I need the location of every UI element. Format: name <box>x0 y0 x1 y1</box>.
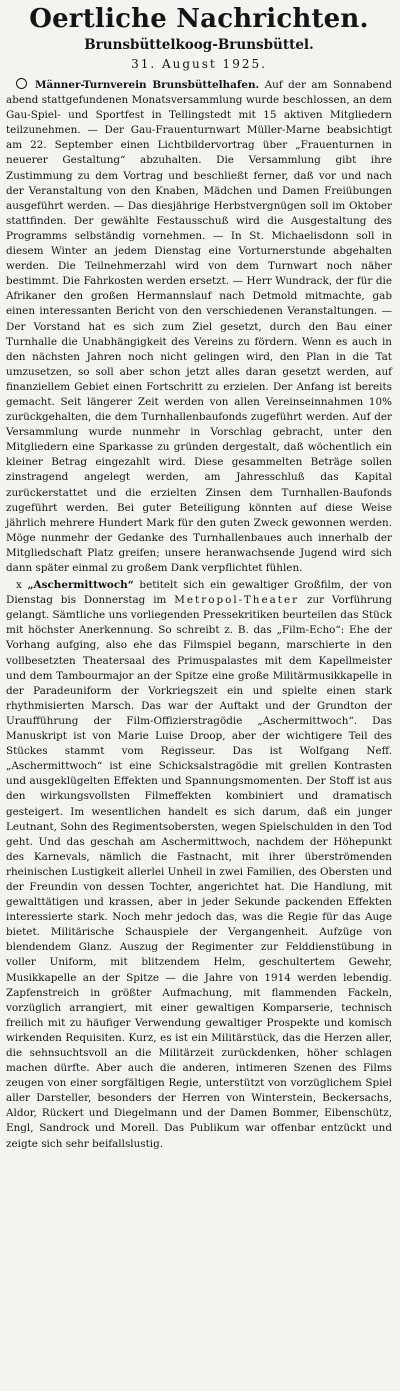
circle-marker-icon <box>16 78 27 89</box>
place-subheading: Brunsbüttelkoog-Brunsbüttel. <box>84 37 314 53</box>
article-marker: x <box>16 579 22 592</box>
venue-name: Metropol-Theater <box>174 594 300 607</box>
article-turnverein <box>6 78 392 576</box>
dateline: 31. August 1925. <box>131 57 267 71</box>
article-turnverein-body: Auf der am Sonnabend abend stattgefundenen Monatsversammlung wurde beschlossen, an dem Gau-Spiel- und Sportfest in Tellingstedt mit 15 aktiven Mitgliedern teilzunehmen. — Der Gau-Frauenturnwart Müller-Marne beabsichtigt am 22. September einen Lichtbildervortrag über „Frauenturnen in neuerer Gestaltung“ abzuhalten. Die Versammlung gibt ihre Zustimmung zu dem Vortrag und beschließt ferner, daß vor und nach der Veranstaltung von den Knaben, Mädchen und Damen Freiübungen ausgeführt werden. — Das diesjährige Herbstvergnügen soll im Oktober stattfinden. Der gewählte Festausschuß wird die Ausgestaltung des Programms selbständig vornehmen. — In St. Michaelisdonn soll in diesem Winter an jedem Dienstag eine Vorturnerstunde abgehalten werden. Die Teilnehmerzahl wird von dem Turnwart noch näher bestimmt. Die Fahrkosten werden ersetzt. — Herr Wundrack, der für die Afrikaner den großen Hermannslauf nach Detmold mitmachte, gab einen interessanten Bericht von den verschiedenen Veranstaltungen. — Der Vorstand hat es sich zum Ziel gesetzt, durch den Bau einer Turnhalle die Unabhängigkeit des Vereins zu fördern. Wenn es auch in den nächsten Jahren noch nicht gelingen wird, den Plan in die Tat umzusetzen, so soll aber schon jetzt alles daran gesetzt werden, auf finanziellem Gebiet einen Fortschritt zu erzielen. Der Anfang ist bereits gemacht. Seit längerer Zeit werden von allen Vereinseinnahmen 10% zurückgehalten, die dem Turnhallenbaufonds zugeführt werden. Auf der Versammlung wurde nunmehr in Vorschlag gebracht, unter den Mitgliedern eine Sparkasse zu gründen dergestalt, daß wöchentlich ein kleiner Betrag eingezahlt wird. Diese gesammelten Beträge sollen zinstragend angelegt werden, am Jahresschluß das Kapital zurückerstattet und die erzielten Zinsen dem Turnhallen-Baufonds zugeführt werden. Bei guter Beteiligung könnten auf diese Weise jährlich mehrere Hundert Mark für den guten Zweck gewonnen werden. Möge nunmehr der Gedanke des Turnhallenbaues auch innerhalb der Mitgliedschaft Platz greifen; unsere heranwachsende Jugend wird sich dann später einmal zu großem Dank verpflichtet fühlen. <box>6 79 392 574</box>
article-aschermittwoch-lead: betitelt sich ein gewaltiger Großfilm, der von Dienstag bis Donnerstag im <box>6 579 392 607</box>
article-aschermittwoch <box>6 578 392 1152</box>
article-aschermittwoch-body: zur Vorführung gelangt. Sämtliche uns vorliegenden Pressekritiken beurteilen das Stück mit höchster Anerkennung. So schreibt z. B. das „Film-Echo“: Ehe der Vorhang aufging, also ehe das Filmspiel begann, marschierte in den vollbesetzten Theatersaal des Primuspalastes mit dem Kapellmeister und dem Tambourmajor an der Spitze eine große Militärmusikkapelle in der Paradeuniform der Vorkriegszeit ein und spielte einen stark rhythmisierten Marsch. Das war der Auftakt und der Grundton der Uraufführung der Film-Offizierstragödie „Aschermittwoch“. Das Manuskript ist von Marie Luise Droop, aber der wichtigere Teil des Stückes stammt vom Regisseur. Das ist Wolfgang Neff. „Aschermittwoch“ ist eine Schicksalstragödie mit grellen Kontrasten und ausgeklügelten Effekten und Spannungsmomenten. Der Stoff ist aus den wirkungsvollsten Filmeffekten kombiniert und dramatisch gesteigert. Im wesentlichen handelt es sich darum, daß ein junger Leutnant, Sohn des Regimentsobersten, wegen Spielschulden in den Tod geht. Und das geschah am Aschermittwoch, nachdem der Höhepunkt des Karnevals, nämlich die Fastnacht, mit ihrer überströmenden rheinischen Lustigkeit allerlei Unheil in zwei Familien, des Obersten und der Freundin von dessen Tochter, angerichtet hat. Die Handlung, mit gewalttätigen und krassen, aber in jeder Sekunde packenden Effekten interessierte stark. Noch mehr jedoch das, was die Regie für das Auge bietet. Militärische Schauspiele der Vergangenheit. Aufzüge von blendendem Glanz. Auszug der Regimenter zur Felddienstübung in voller Uniform, mit blitzendem Helm, geschultertem Gewehr, Musikkapelle an der Spitze — die Jahre von 1914 werden lebendig. Zapfenstreich in größter Aufmachung, mit flammenden Fackeln, vorzüglich arrangiert, mit einer gewaltigen Komparserie, technisch freilich mit zu häufiger Verwendung gewaltiger Prospekte und komisch wirkenden Requisiten. Kurz, es ist ein Militärstück, das die Herzen aller, die sehnsuchtsvoll an die Militärzeit zurückdenken, höher schlagen machen dürfte. Aber auch die anderen, intimeren Szenen des Films zeugen von einer sorgfältigen Regie, unterstützt von vorzüglichem Spiel aller Darsteller, besonders der Herren von Winterstein, Beckersachs, Aldor, Rückert und Diegelmann und der Damen Bommer, Eibenschütz, Engl, Sandrock und Morell. Das Publikum war offenbar entzückt und zeigte sich sehr beifallslustig. <box>6 594 392 1150</box>
section-headline: Oertliche Nachrichten. <box>29 4 369 34</box>
article-turnverein-heading: Männer-Turnverein Brunsbüttelhafen. <box>35 79 260 91</box>
news-column <box>6 78 392 1152</box>
article-aschermittwoch-heading: „Aschermittwoch“ <box>27 579 134 592</box>
